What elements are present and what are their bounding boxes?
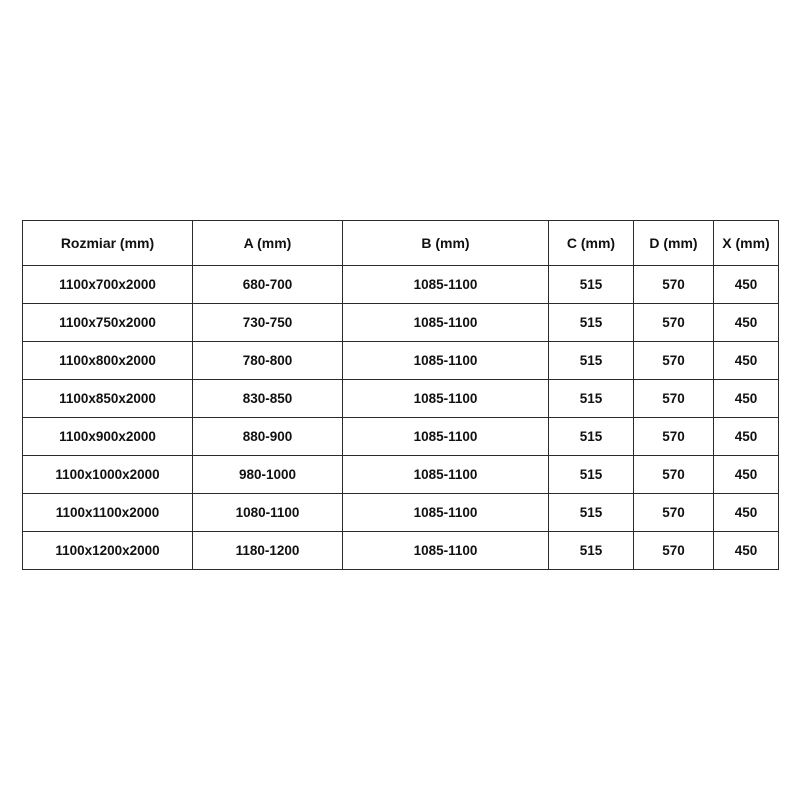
cell-b: 1085-1100	[343, 456, 549, 494]
cell-b: 1085-1100	[343, 266, 549, 304]
cell-a: 830-850	[193, 380, 343, 418]
cell-x: 450	[714, 418, 779, 456]
cell-x: 450	[714, 266, 779, 304]
cell-b: 1085-1100	[343, 380, 549, 418]
cell-a: 730-750	[193, 304, 343, 342]
cell-size: 1100x900x2000	[23, 418, 193, 456]
cell-c: 515	[549, 456, 634, 494]
cell-x: 450	[714, 380, 779, 418]
cell-d: 570	[634, 380, 714, 418]
cell-x: 450	[714, 342, 779, 380]
table-row	[23, 532, 779, 570]
table-row	[23, 342, 779, 380]
cell-b: 1085-1100	[343, 418, 549, 456]
table-body	[23, 266, 779, 570]
cell-d: 570	[634, 342, 714, 380]
table-row	[23, 456, 779, 494]
cell-b: 1085-1100	[343, 304, 549, 342]
cell-a: 680-700	[193, 266, 343, 304]
column-header-b: B (mm)	[343, 221, 549, 266]
cell-c: 515	[549, 266, 634, 304]
cell-x: 450	[714, 456, 779, 494]
cell-a: 1180-1200	[193, 532, 343, 570]
cell-a: 880-900	[193, 418, 343, 456]
cell-c: 515	[549, 380, 634, 418]
cell-c: 515	[549, 304, 634, 342]
cell-x: 450	[714, 304, 779, 342]
cell-a: 980-1000	[193, 456, 343, 494]
column-header-d: D (mm)	[634, 221, 714, 266]
cell-d: 570	[634, 456, 714, 494]
table-row	[23, 266, 779, 304]
cell-b: 1085-1100	[343, 342, 549, 380]
table-row	[23, 380, 779, 418]
table-row	[23, 494, 779, 532]
cell-size: 1100x1000x2000	[23, 456, 193, 494]
cell-x: 450	[714, 494, 779, 532]
table-header-row	[23, 221, 779, 266]
cell-c: 515	[549, 342, 634, 380]
cell-b: 1085-1100	[343, 494, 549, 532]
cell-d: 570	[634, 304, 714, 342]
cell-b: 1085-1100	[343, 532, 549, 570]
column-header-a: A (mm)	[193, 221, 343, 266]
column-header-x: X (mm)	[714, 221, 779, 266]
table-header	[23, 221, 779, 266]
column-header-c: C (mm)	[549, 221, 634, 266]
cell-size: 1100x1100x2000	[23, 494, 193, 532]
cell-d: 570	[634, 418, 714, 456]
cell-size: 1100x800x2000	[23, 342, 193, 380]
cell-size: 1100x700x2000	[23, 266, 193, 304]
cell-a: 780-800	[193, 342, 343, 380]
dimensions-table	[22, 220, 779, 570]
cell-d: 570	[634, 532, 714, 570]
table-row	[23, 304, 779, 342]
cell-c: 515	[549, 494, 634, 532]
cell-size: 1100x750x2000	[23, 304, 193, 342]
cell-d: 570	[634, 494, 714, 532]
cell-size: 1100x850x2000	[23, 380, 193, 418]
cell-a: 1080-1100	[193, 494, 343, 532]
table-row	[23, 418, 779, 456]
cell-d: 570	[634, 266, 714, 304]
cell-c: 515	[549, 418, 634, 456]
spec-table-container	[22, 220, 778, 570]
cell-x: 450	[714, 532, 779, 570]
column-header-size: Rozmiar (mm)	[23, 221, 193, 266]
cell-size: 1100x1200x2000	[23, 532, 193, 570]
cell-c: 515	[549, 532, 634, 570]
